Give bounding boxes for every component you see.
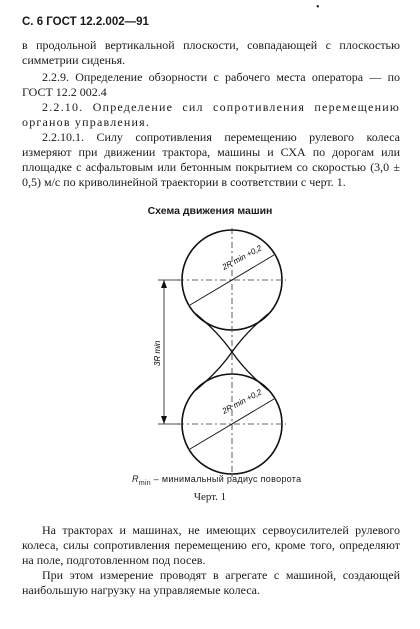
standard-code: ГОСТ 12.2.002—91 xyxy=(46,16,149,28)
paragraph-continuation: в продольной вертикальной плоскости, совпадающей с плоскостью симметрии сиденья. xyxy=(22,38,400,67)
corner-mark: • xyxy=(316,2,320,13)
page-number: С. 6 xyxy=(22,16,44,28)
paragraph-2-2-10-1: 2.2.10.1. Силу сопротивления перемещению рулевого колеса измеряют при движении трактора, машины и СХА по дорогам или площадке с асфальтовым или бетонным покрытием со скоростью (3,0 ± 0,5) м/с по криволинейной траектории в соответствии с черт. 1. xyxy=(22,130,400,189)
paragraph-measurement: При этом измерение проводят в агрегате с машиной, создающей наибольшую нагрузку на управляемые колеса. xyxy=(22,568,400,597)
vertical-dimension-label: 3R min xyxy=(153,340,162,366)
legend-text: – минимальный радиус поворота xyxy=(151,474,302,484)
paragraph-no-servo: На тракторах и машинах, не имеющих сервоусилителей рулевого колеса, силы сопротивления перемещению его, кроме того, определяют на поле, подготовленном под посев. xyxy=(22,523,400,567)
figure-label: Черт. 1 xyxy=(193,491,227,503)
figure-title: Схема движения машин xyxy=(147,205,273,217)
paragraph-2-2-9: 2.2.9. Определение обзорности с рабочего места оператора — по ГОСТ 12.2 002.4 xyxy=(22,70,400,99)
upper-dimension-label: 2R min +0,2 xyxy=(220,243,264,272)
legend-symbol: R xyxy=(132,474,139,484)
page-header xyxy=(22,16,149,28)
figure-legend xyxy=(132,474,301,487)
legend-subscript: min xyxy=(138,479,151,487)
figure-eight-diagram xyxy=(120,228,360,498)
lower-dimension-label: 2R min +0,2 xyxy=(220,387,264,416)
paragraph-2-2-10: 2.2.10. Определение сил сопротивления перемещению органов управления. xyxy=(22,100,400,129)
